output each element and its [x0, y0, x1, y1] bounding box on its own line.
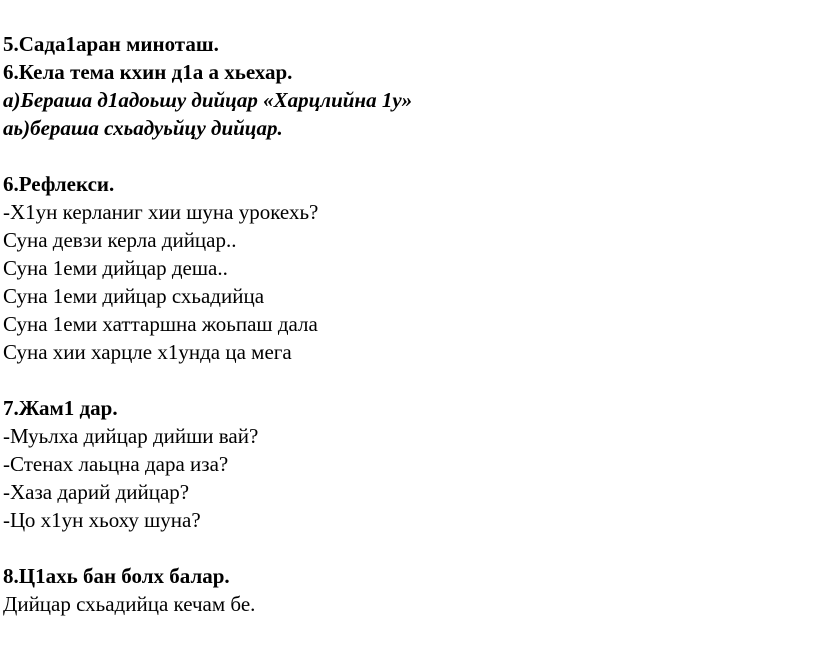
- spacer: [3, 534, 803, 562]
- summary-question-1: -Муьлха дийцар дийши вай?: [3, 424, 259, 448]
- reflection-line-3: Суна 1еми дийцар деша..: [3, 256, 228, 280]
- summary-heading: 7.Жам1 дар.: [3, 396, 118, 420]
- summary-question-4: -Цо х1ун хьоху шуна?: [3, 508, 201, 532]
- reflection-line-5: Суна 1еми хаттаршна жоьпаш дала: [3, 312, 318, 336]
- reflection-line-4: Суна 1еми дийцар схьадийца: [3, 284, 265, 308]
- item-6-heading: 6.Кела тема кхин д1а а хьехар.: [3, 60, 293, 84]
- reflection-line-1: -Х1ун керланиг хии шуна урокехь?: [3, 200, 319, 224]
- homework-heading: 8.Ц1ахь бан болх балар.: [3, 564, 230, 588]
- summary-question-3: -Хаза дарий дийцар?: [3, 480, 190, 504]
- summary-question-2: -Стенах лаьцна дара иза?: [3, 452, 229, 476]
- reflection-line-6: Суна хии харцле х1унда ца мега: [3, 340, 292, 364]
- homework-text: Дийцар схьадийца кечам бе.: [3, 592, 256, 616]
- item-5-heading: 5.Сада1аран миноташ.: [3, 32, 219, 56]
- reflection-heading: 6.Рефлекси.: [3, 172, 115, 196]
- spacer: [3, 366, 803, 394]
- subitem-a: а)Бераша д1адоьшу дийцар «Харцлийна 1у»: [3, 88, 413, 112]
- reflection-line-2: Суна девзи керла дийцар..: [3, 228, 237, 252]
- subitem-ae: аь)бераша схьадуьйцу дийцар.: [3, 116, 283, 140]
- spacer: [3, 142, 803, 170]
- document-body: [3, 30, 803, 618]
